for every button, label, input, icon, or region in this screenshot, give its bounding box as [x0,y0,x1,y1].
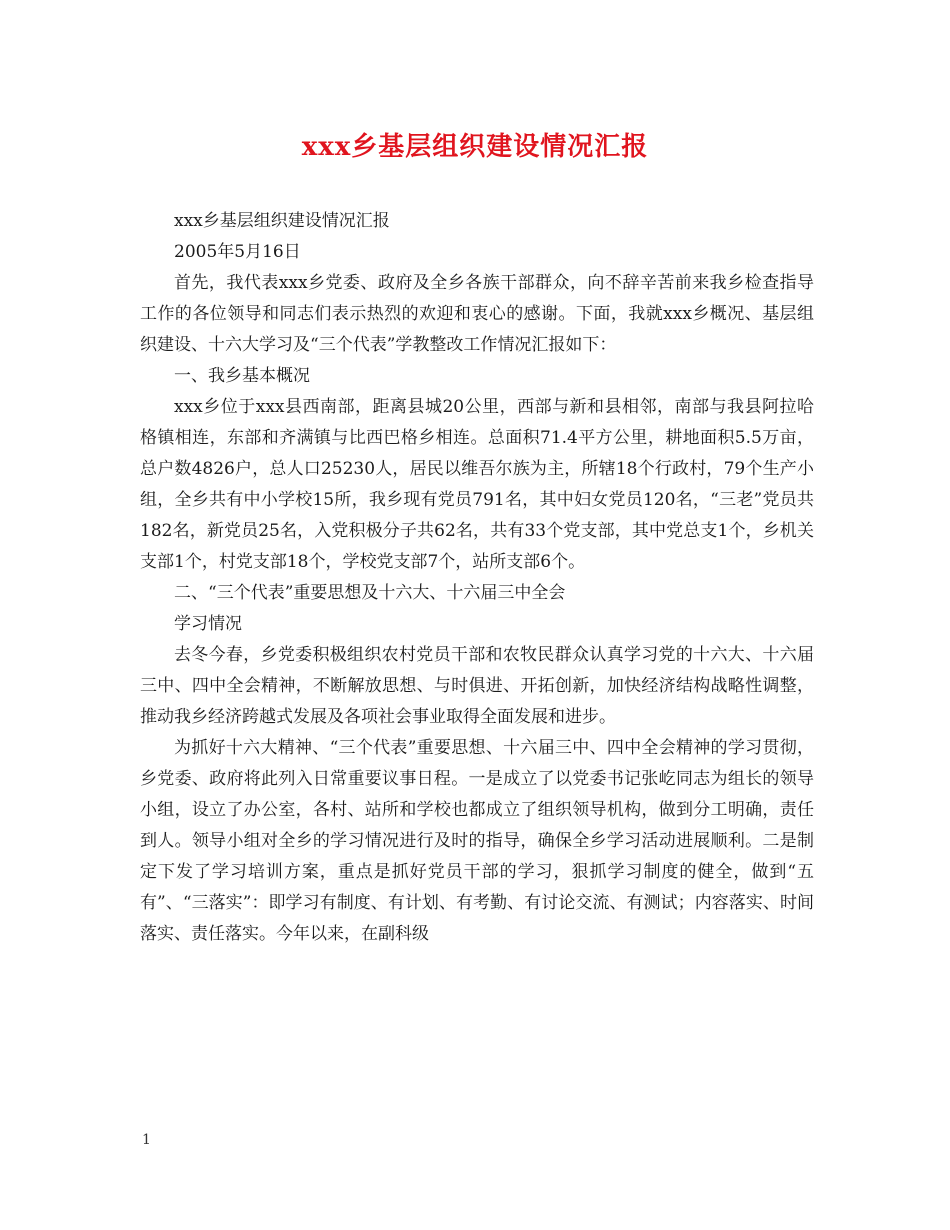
document-body [140,206,814,950]
section-heading-1: 一、我乡基本概况 [174,366,310,386]
page-number: 1 [142,1132,151,1148]
section-heading-2-cont: 学习情况 [174,614,242,634]
paragraph-overview: xxx乡位于xxx县西南部，距离县城20公里，西部与新和县相邻，南部与我县阿拉哈格镇相连，东部和齐满镇与比西巴格乡相连。总面积71.4平方公里，耕地面积5.5万亩，总户数4826户，总人口25230人，居民以维吾尔族为主，所辖18个行政村，79个生产小组，全乡共有中小学校15所，我乡现有党员791名，其中妇女党员120名，“三老”党员共182名，新党员25名，入党积极分子共62名，共有33个党支部，其中党总支1个，乡机关支部1个，村党支部18个，学校党支部7个，站所支部6个。 [140,397,814,572]
paragraph-opening: 首先，我代表xxx乡党委、政府及全乡各族干部群众，向不辞辛苦前来我乡检查指导工作的各位领导和同志们表示热烈的欢迎和衷心的感谢。下面，我就xxx乡概况、基层组织建设、十六大学习及“三个代表”学教整改工作情况汇报如下： [140,273,814,355]
paragraph-study-2: 为抓好十六大精神、“三个代表”重要思想、十六届三中、四中全会精神的学习贯彻，乡党委、政府将此列入日常重要议事日程。一是成立了以党委书记张屹同志为组长的领导小组，设立了办公室，各村、站所和学校也都成立了组织领导机构，做到分工明确，责任到人。领导小组对全乡的学习情况进行及时的指导，确保全乡学习活动进展顺利。二是制定下发了学习培训方案，重点是抓好党员干部的学习，狠抓学习制度的健全，做到“五有”、“三落实”：即学习有制度、有计划、有考勤、有讨论交流、有测试；内容落实、时间落实、责任落实。今年以来，在副科级 [140,738,814,944]
document-title: xxx乡基层组织建设情况汇报 [301,132,649,162]
section-heading-2: 二、“三个代表”重要思想及十六大、十六届三中全会 [174,583,566,603]
paragraph-study-1: 去冬今春，乡党委积极组织农村党员干部和农牧民群众认真学习党的十六大、十六届三中、四中全会精神，不断解放思想、与时俱进、开拓创新，加快经济结构战略性调整，推动我乡经济跨越式发展及各项社会事业取得全面发展和进步。 [140,645,814,727]
paragraph-date: 2005年5月16日 [174,242,301,262]
paragraph-subtitle: xxx乡基层组织建设情况汇报 [174,211,390,231]
